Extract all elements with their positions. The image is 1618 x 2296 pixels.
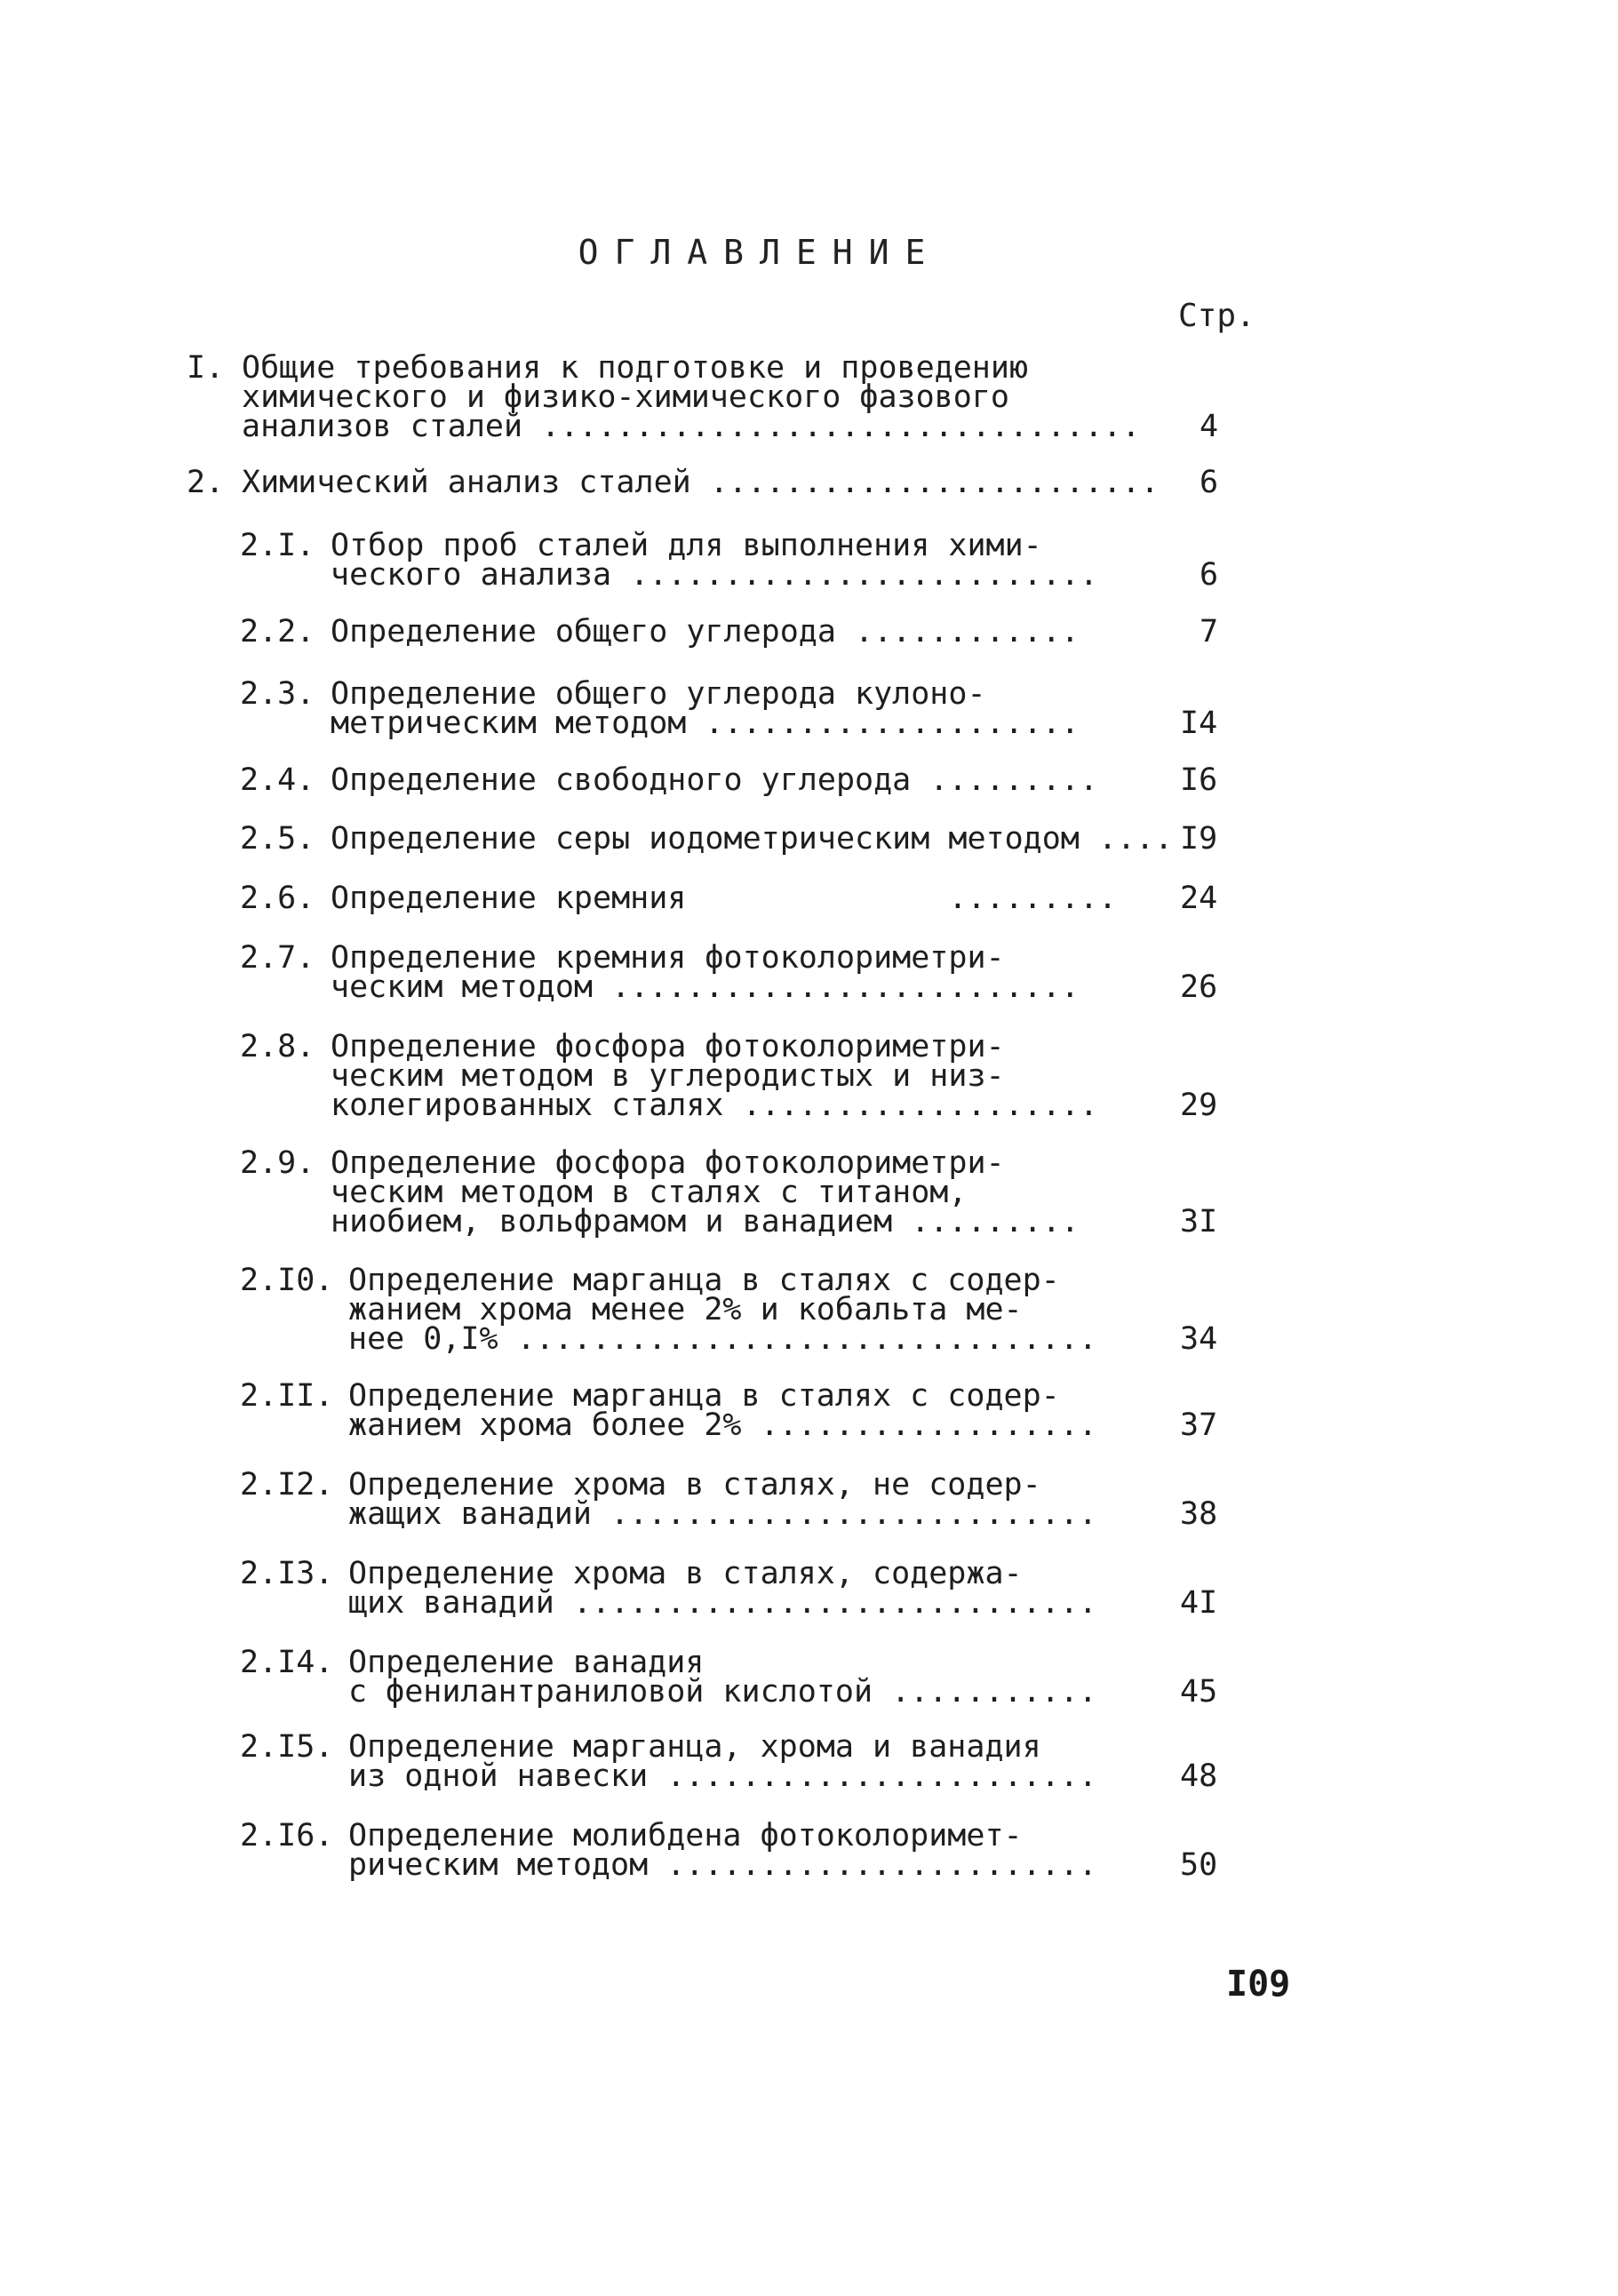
toc-entry-text-line: Определение фосфора фотоколориметри- bbox=[331, 1029, 1005, 1064]
toc-entry bbox=[0, 350, 1618, 444]
toc-entry bbox=[0, 1145, 1618, 1240]
toc-entry-text-line: химического и физико-химического фазового bbox=[242, 379, 1009, 415]
toc-entry-number: 2.2. bbox=[240, 614, 315, 650]
toc-entry-text-line: жанием хрома менее 2% и кобальта ме- bbox=[348, 1292, 1023, 1327]
toc-entry bbox=[0, 1467, 1618, 1532]
toc-entry-text-line: ческим методом ......................... bbox=[331, 969, 1080, 1005]
toc-entry-text-line: Определение серы иодометрическим методом .... bbox=[331, 821, 1174, 857]
toc-entry-page-number: 48 bbox=[1180, 1758, 1218, 1794]
toc-entry-number: 2.I. bbox=[240, 528, 315, 563]
toc-entry-number: 2.5. bbox=[240, 821, 315, 857]
toc-entry-page-number: 34 bbox=[1180, 1321, 1218, 1357]
toc-entry-page-number: 37 bbox=[1180, 1407, 1218, 1443]
toc-entry bbox=[0, 1029, 1618, 1123]
toc-entry-text-line: Общие требования к подготовке и проведению bbox=[242, 350, 1029, 386]
toc-entry bbox=[0, 465, 1618, 500]
toc-entry-text-line: Определение молибдена фотоколоримет- bbox=[348, 1818, 1023, 1854]
toc-entry-text-line: Определение ванадия bbox=[348, 1645, 705, 1680]
toc-entry-text-line: Определение фосфора фотоколориметри- bbox=[331, 1145, 1005, 1181]
toc-entry-text-line: из одной навески ....................... bbox=[348, 1758, 1097, 1794]
toc-entry-text-line: колегированных сталях ................... bbox=[331, 1088, 1098, 1123]
toc-entry-text-line: рическим методом ....................... bbox=[348, 1847, 1097, 1883]
toc-entry-page-number: I4 bbox=[1180, 706, 1218, 741]
toc-entry-text-line: жащих ванадий .......................... bbox=[348, 1496, 1097, 1532]
toc-entry bbox=[0, 821, 1618, 857]
toc-entry-page-number: I9 bbox=[1180, 821, 1218, 857]
toc-entry-text-line: нее 0,I% ............................... bbox=[348, 1321, 1097, 1357]
toc-entry-text-line: ческим методом в сталях с титаном, bbox=[331, 1175, 968, 1210]
toc-entry-text-line: щих ванадий ............................ bbox=[348, 1585, 1097, 1621]
toc-entry-text-line: Определение общего углерода ............ bbox=[331, 614, 1080, 650]
toc-entry-text-line: ческого анализа ......................... bbox=[331, 557, 1098, 593]
toc-entry-text-line: жанием хрома более 2% .................. bbox=[348, 1407, 1097, 1443]
toc-entry-number: 2.I3. bbox=[240, 1556, 334, 1591]
toc-entry-page-number: 29 bbox=[1180, 1088, 1218, 1123]
toc-entry-page-number: 4I bbox=[1180, 1585, 1218, 1621]
toc-entry-page-number: I6 bbox=[1180, 762, 1218, 798]
toc-entry-text-line: Определение хрома в сталях, не содер- bbox=[348, 1467, 1041, 1503]
toc-entry-page-number: 6 bbox=[1200, 557, 1219, 593]
toc-entry-text-line: Определение кремния ......... bbox=[331, 881, 1118, 916]
toc-entry-page-number: 50 bbox=[1180, 1847, 1218, 1883]
toc-entry bbox=[0, 1645, 1618, 1710]
toc-entry-number: 2.8. bbox=[240, 1029, 315, 1064]
toc-entry-page-number: 7 bbox=[1200, 614, 1219, 650]
toc-entry-number: 2.7. bbox=[240, 940, 315, 976]
toc-entry-page-number: 26 bbox=[1180, 969, 1218, 1005]
toc-entry-number: I. bbox=[187, 350, 225, 386]
toc-entry-number: 2.I6. bbox=[240, 1818, 334, 1854]
toc-entry-text-line: Определение хрома в сталях, содержа- bbox=[348, 1556, 1023, 1591]
toc-entry-text-line: Отбор проб сталей для выполнения хими- bbox=[331, 528, 1042, 563]
toc-entry-page-number: 4 bbox=[1200, 409, 1219, 444]
toc-entry bbox=[0, 528, 1618, 593]
toc-entry-text-line: Определение свободного углерода ......... bbox=[331, 762, 1098, 798]
toc-entry-text-line: Определение кремния фотоколориметри- bbox=[331, 940, 1005, 976]
toc-entry-text-line: ниобием, вольфрамом и ванадием ......... bbox=[331, 1204, 1080, 1240]
toc-entry-page-number: 24 bbox=[1180, 881, 1218, 916]
toc-entry-number: 2.I5. bbox=[240, 1729, 334, 1765]
toc-entry-number: 2.I2. bbox=[240, 1467, 334, 1503]
toc-entry bbox=[0, 1818, 1618, 1883]
toc-entry-page-number: 6 bbox=[1200, 465, 1219, 500]
toc-entry-number: 2.6. bbox=[240, 881, 315, 916]
toc-entry-text-line: Определение марганца в сталях с содер- bbox=[348, 1378, 1060, 1414]
toc-entry-number: 2.4. bbox=[240, 762, 315, 798]
toc-entry bbox=[0, 614, 1618, 650]
toc-entry-text-line: Определение марганца в сталях с содер- bbox=[348, 1263, 1060, 1298]
toc-entry-text-line: с фенилантраниловой кислотой ........... bbox=[348, 1674, 1097, 1710]
toc-entry-number: 2.9. bbox=[240, 1145, 315, 1181]
toc-entry-number: 2. bbox=[187, 465, 225, 500]
toc-entry-text-line: Определение марганца, хрома и ванадия bbox=[348, 1729, 1041, 1765]
toc-entry-page-number: 38 bbox=[1180, 1496, 1218, 1532]
toc-entry-text-line: метрическим методом .................... bbox=[331, 706, 1080, 741]
toc-entry-number: 2.II. bbox=[240, 1378, 334, 1414]
toc-entry-page-number: 3I bbox=[1180, 1204, 1218, 1240]
toc-entry bbox=[0, 881, 1618, 916]
page-title: ОГЛАВЛЕНИЕ bbox=[578, 233, 942, 272]
toc-entry bbox=[0, 1378, 1618, 1443]
toc-entry-number: 2.I4. bbox=[240, 1645, 334, 1680]
toc-entry-text-line: Определение общего углерода кулоно- bbox=[331, 676, 986, 712]
toc-entry-text-line: ческим методом в углеродистых и низ- bbox=[331, 1058, 1005, 1094]
toc-entry-page-number: 45 bbox=[1180, 1674, 1218, 1710]
toc-entry-number: 2.I0. bbox=[240, 1263, 334, 1298]
toc-entry-text-line: анализов сталей ................................ bbox=[242, 409, 1141, 444]
toc-entry bbox=[0, 762, 1618, 798]
toc-entry bbox=[0, 1729, 1618, 1794]
page-column-header: Стр. bbox=[1178, 298, 1255, 334]
toc-entry bbox=[0, 940, 1618, 1005]
toc-entry-text-line: Химический анализ сталей ........................ bbox=[242, 465, 1160, 500]
toc-entry-number: 2.3. bbox=[240, 676, 315, 712]
toc-entry bbox=[0, 676, 1618, 741]
footer-page-number: I09 bbox=[1226, 1964, 1291, 2005]
toc-entry bbox=[0, 1263, 1618, 1357]
toc-entry bbox=[0, 1556, 1618, 1621]
